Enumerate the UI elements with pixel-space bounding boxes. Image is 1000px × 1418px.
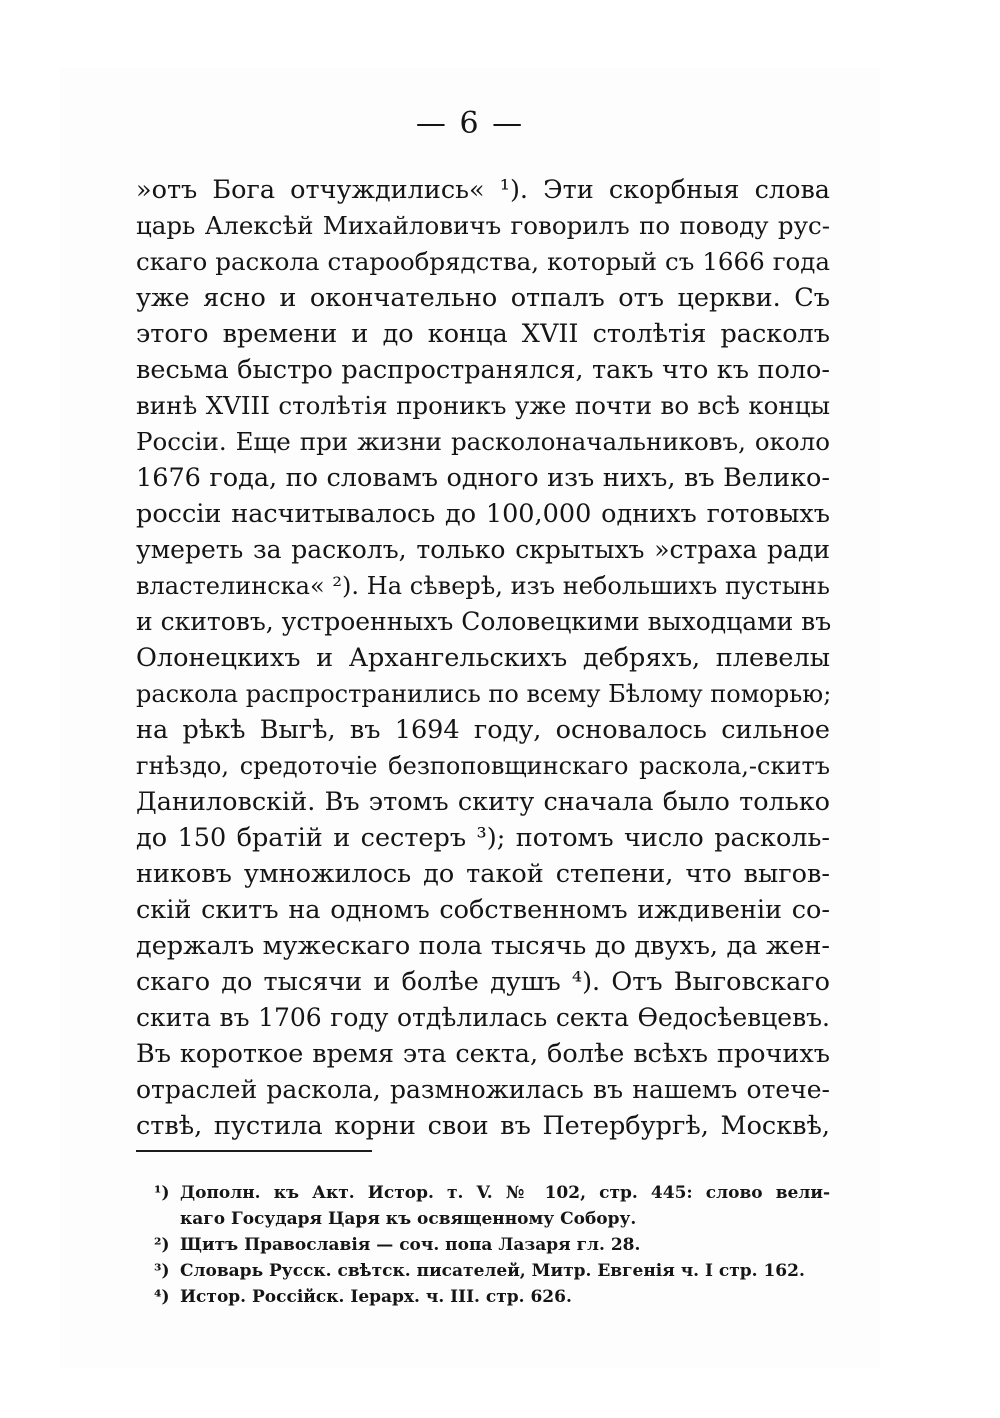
text-line: властелинска« ²). На сѣверѣ, изъ небольшихъ пустынь bbox=[136, 572, 830, 600]
text-line: 1676 года, по словамъ одного изъ нихъ, въ Велико- bbox=[136, 463, 830, 493]
text-line: Олонецкихъ и Архангельскихъ дебряхъ, плевелы bbox=[136, 643, 830, 673]
footnote-marker: ²) bbox=[154, 1235, 170, 1255]
text-line: »отъ Бога отчуждились« ¹). Эти скорбныя слова bbox=[136, 175, 830, 205]
text-line: Россіи. Еще при жизни расколоначальниковъ, около bbox=[136, 427, 830, 456]
footnotes bbox=[154, 1180, 830, 1310]
text-line: скій скитъ на одномъ собственномъ иждивеніи со- bbox=[136, 895, 830, 925]
footnote-3 bbox=[154, 1258, 830, 1284]
footnote-4 bbox=[154, 1284, 830, 1310]
text-line: умереть за расколъ, только скрытыхъ »страха ради bbox=[136, 535, 830, 564]
text-line: никовъ умножилось до такой степени, что выгов- bbox=[136, 859, 830, 889]
text-line: Въ короткое время эта секта, болѣе всѣхъ прочихъ bbox=[136, 1039, 830, 1069]
footnote-marker: ¹) bbox=[154, 1183, 170, 1203]
text-line: гнѣздо, средоточіе безпоповщинскаго раскола,-скитъ bbox=[136, 752, 830, 780]
footnote-divider bbox=[136, 1150, 372, 1152]
text-line: царь Алексѣй Михайловичъ говорилъ по поводу рус- bbox=[136, 211, 830, 240]
text-line: скаго раскола старообрядства, который съ 1666 года bbox=[136, 247, 830, 276]
text-line: скаго до тысячи и болѣе душъ ⁴). Отъ Выговскаго bbox=[136, 967, 830, 997]
footnote-marker: ⁴) bbox=[154, 1287, 170, 1307]
text-line: раскола распространились по всему Бѣлому поморью; bbox=[136, 680, 832, 708]
text-line: до 150 братій и сестеръ ³); потомъ число расколь- bbox=[136, 823, 830, 853]
text-line: скита въ 1706 году отдѣлилась секта Ѳедосѣевцевъ. bbox=[136, 1003, 830, 1032]
footnote-1 bbox=[154, 1180, 830, 1206]
footnote-1-continuation: каго Государя Царя къ освященному Собору. bbox=[180, 1209, 637, 1229]
body-text bbox=[136, 172, 830, 1144]
text-line: на рѣкѣ Выгѣ, въ 1694 году, основалось сильное bbox=[136, 715, 830, 745]
text-line: винѣ XVIII столѣтія проникъ уже почти во всѣ концы bbox=[136, 391, 830, 420]
text-line: держалъ мужескаго пола тысячь до двухъ, да жен- bbox=[136, 931, 830, 961]
footnote-text: Истор. Россійск. Іерарх. ч. III. стр. 626. bbox=[180, 1287, 572, 1307]
text-line: отраслей раскола, размножилась въ нашемъ отече- bbox=[136, 1075, 830, 1104]
text-line: россіи насчитывалось до 100,000 однихъ готовыхъ bbox=[136, 499, 830, 529]
footnote-text: Дополн. къ Акт. Истор. т. V. № 102, стр. 445: слово вели- bbox=[180, 1183, 830, 1203]
footnote-2 bbox=[154, 1232, 830, 1258]
footnote-text: Щитъ Православія — соч. попа Лазаря гл. 28. bbox=[180, 1235, 641, 1255]
text-line: весьма быстро распространялся, такъ что къ поло- bbox=[136, 355, 830, 385]
text-line: этого времени и до конца XVII столѣтія расколъ bbox=[136, 319, 830, 349]
text-line: ствѣ, пустила корни свои въ Петербургѣ, Москвѣ, bbox=[136, 1111, 830, 1141]
page-number: — 6 — bbox=[415, 106, 525, 141]
book-page bbox=[60, 68, 880, 1368]
footnote-text: Словарь Русск. свѣтск. писателей, Митр. Евгенія ч. I стр. 162. bbox=[180, 1261, 805, 1281]
text-line: и скитовъ, устроенныхъ Соловецкими выходцами въ bbox=[136, 607, 832, 636]
text-line: Даниловскій. Въ этомъ скиту сначала было только bbox=[136, 787, 830, 817]
text-line: уже ясно и окончательно отпалъ отъ церкви. Съ bbox=[136, 283, 830, 313]
footnote-marker: ³) bbox=[154, 1261, 170, 1281]
